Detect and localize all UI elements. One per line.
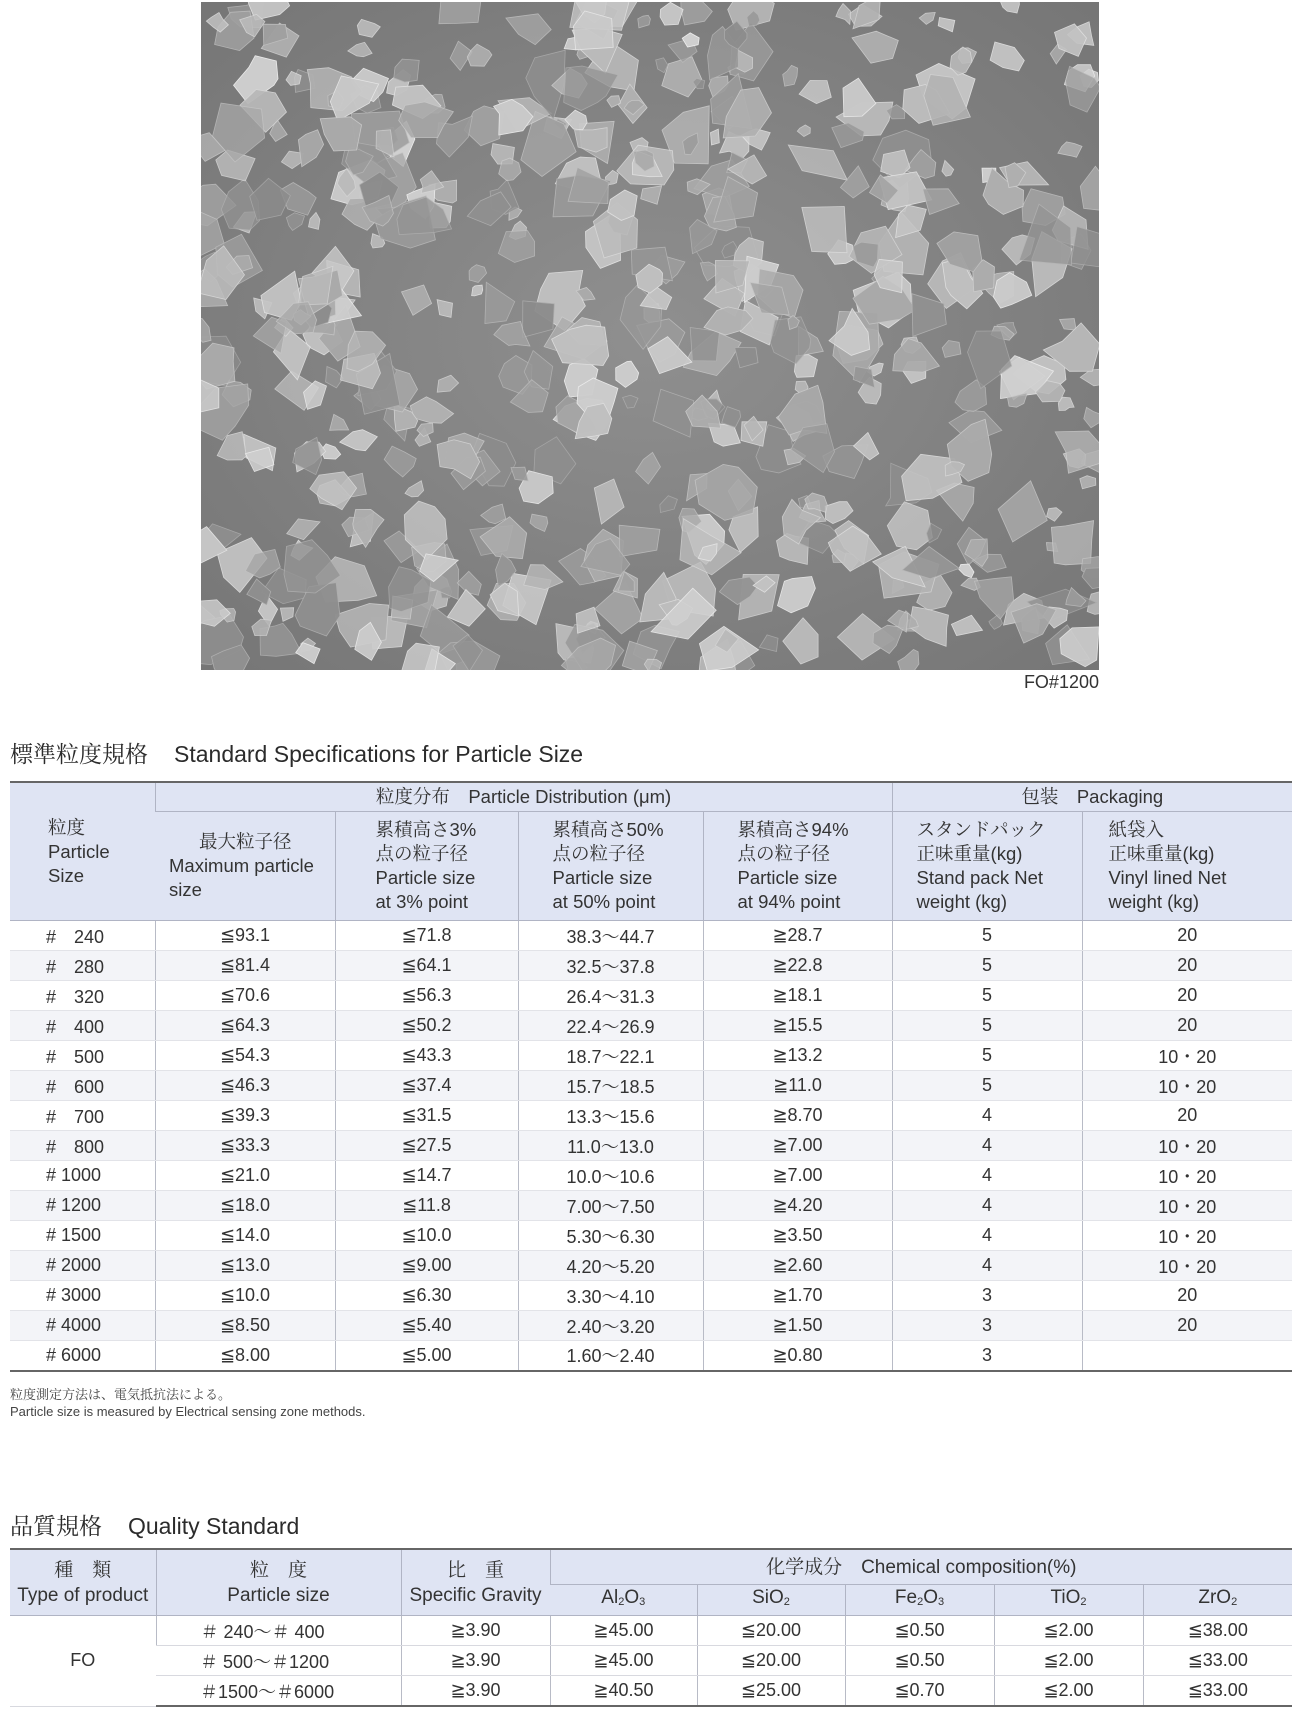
- table-cell: 10・20: [1082, 1131, 1292, 1161]
- table-cell: 38.3～44.7: [518, 921, 703, 951]
- table-cell: ≦5.00: [335, 1341, 518, 1371]
- table-cell: ≧45.00: [550, 1646, 697, 1676]
- table-cell: ≧18.1: [703, 981, 892, 1011]
- table-cell: ≦2.00: [994, 1646, 1143, 1676]
- table-cell: ≦31.5: [335, 1101, 518, 1131]
- table-cell: ≦9.00: [335, 1251, 518, 1281]
- table-cell: ≦46.3: [155, 1071, 335, 1101]
- col-group-chemical: 化学成分 Chemical composition(%): [550, 1549, 1292, 1585]
- table-cell: # 800: [10, 1131, 155, 1161]
- col-group-packaging: 包装 Packaging: [892, 782, 1292, 812]
- table-cell: 3: [892, 1311, 1082, 1341]
- product-type-cell: FO: [10, 1616, 156, 1707]
- table-cell: ≦20.00: [697, 1616, 845, 1646]
- table-row: [10, 1616, 1292, 1646]
- table-row: [10, 951, 1292, 981]
- table-cell: ≦70.6: [155, 981, 335, 1011]
- table-cell: # 500: [10, 1041, 155, 1071]
- table-cell: 10・20: [1082, 1221, 1292, 1251]
- table-cell: # 3000: [10, 1281, 155, 1311]
- table-cell: ≧15.5: [703, 1011, 892, 1041]
- table-cell: 13.3～15.6: [518, 1101, 703, 1131]
- table-cell: ≦11.8: [335, 1191, 518, 1221]
- table-cell: 10.0～10.6: [518, 1161, 703, 1191]
- table-cell: ≧3.90: [401, 1676, 550, 1707]
- table-cell: ≦10.0: [155, 1281, 335, 1311]
- table-row: [10, 1131, 1292, 1161]
- table-row: [10, 1341, 1292, 1371]
- table-cell: ≧45.00: [550, 1616, 697, 1646]
- col-quality-particle-size: 粒 度 Particle size: [156, 1549, 401, 1616]
- col-particle-size: 粒度 Particle Size: [10, 782, 155, 921]
- col-al2o3: $Al_2O_3$: [550, 1585, 697, 1616]
- table-cell: ≦0.50: [845, 1646, 994, 1676]
- col-product-type: 種 類 Type of product: [10, 1549, 156, 1616]
- table-row: [10, 1101, 1292, 1131]
- table-cell: 7.00～7.50: [518, 1191, 703, 1221]
- table-cell: # 6000: [10, 1341, 155, 1371]
- table-cell: 3.30～4.10: [518, 1281, 703, 1311]
- table-cell: 1.60～2.40: [518, 1341, 703, 1371]
- table-cell: ≧3.50: [703, 1221, 892, 1251]
- table-cell: ≦64.1: [335, 951, 518, 981]
- table-cell: ≦21.0: [155, 1161, 335, 1191]
- table-row: [10, 1281, 1292, 1311]
- table-cell: ≦64.3: [155, 1011, 335, 1041]
- table-row: [10, 1071, 1292, 1101]
- table-cell: ≦8.50: [155, 1311, 335, 1341]
- table-cell: 3: [892, 1341, 1082, 1371]
- table-cell: ≦20.00: [697, 1646, 845, 1676]
- col-sio2: SiO$_2$: [697, 1585, 845, 1616]
- table-cell: ≦43.3: [335, 1041, 518, 1071]
- particle-size-spec-table: [10, 781, 1292, 1372]
- col-50pct: 累積高さ50% 点の粒子径 Particle size at 50% point: [518, 812, 703, 921]
- table-row: [10, 921, 1292, 951]
- table-cell: ≧3.90: [401, 1646, 550, 1676]
- table-cell: 10・20: [1082, 1251, 1292, 1281]
- table-row: [10, 1041, 1292, 1071]
- table-cell: 11.0～13.0: [518, 1131, 703, 1161]
- table-cell: ≧2.60: [703, 1251, 892, 1281]
- particle-image: [201, 2, 1099, 670]
- table-cell: 5: [892, 921, 1082, 951]
- table-cell: ≦8.00: [155, 1341, 335, 1371]
- quality-section-title: [10, 1508, 299, 1541]
- spec-section-title: [10, 736, 583, 769]
- table-cell: ＃ 240～＃ 400: [156, 1616, 401, 1646]
- table-cell: 4: [892, 1251, 1082, 1281]
- col-specific-gravity: 比 重 Specific Gravity: [401, 1549, 550, 1616]
- table-cell: ≧40.50: [550, 1676, 697, 1707]
- table-cell: 22.4～26.9: [518, 1011, 703, 1041]
- table-cell: 5: [892, 1041, 1082, 1071]
- table-cell: ≦2.00: [994, 1616, 1143, 1646]
- table-row: [10, 1011, 1292, 1041]
- col-stand-pack: スタンドパック 正味重量(kg) Stand pack Net weight (kg): [892, 812, 1082, 921]
- table-cell: ≦27.5: [335, 1131, 518, 1161]
- table-cell: # 700: [10, 1101, 155, 1131]
- table-cell: 10・20: [1082, 1161, 1292, 1191]
- table-row: [10, 1161, 1292, 1191]
- table-cell: ≦33.00: [1143, 1676, 1292, 1707]
- table-cell: 3: [892, 1281, 1082, 1311]
- table-cell: ≧0.80: [703, 1341, 892, 1371]
- table-cell: ≧7.00: [703, 1161, 892, 1191]
- micrograph-caption: FO#1200: [1023, 672, 1099, 692]
- table-cell: # 2000: [10, 1251, 155, 1281]
- table-cell: ≧11.0: [703, 1071, 892, 1101]
- table-row: [10, 1646, 1292, 1676]
- table-cell: 18.7～22.1: [518, 1041, 703, 1071]
- table-cell: ＃ 500～＃1200: [156, 1646, 401, 1676]
- table-cell: ≦81.4: [155, 951, 335, 981]
- table-cell: 20: [1082, 951, 1292, 981]
- table-cell: [1082, 1341, 1292, 1371]
- table-cell: 5: [892, 951, 1082, 981]
- col-3pct: 累積高さ3% 点の粒子径 Particle size at 3% point: [335, 812, 518, 921]
- col-max-size: 最大粒子径 Maximum particle size: [155, 812, 335, 921]
- table-cell: ≦25.00: [697, 1676, 845, 1707]
- measurement-note-jp: 粒度測定方法は、電気抵抗法による。: [10, 1387, 232, 1402]
- table-cell: 20: [1082, 1311, 1292, 1341]
- table-cell: ≧1.50: [703, 1311, 892, 1341]
- table-cell: ≧22.8: [703, 951, 892, 981]
- table-cell: 10・20: [1082, 1191, 1292, 1221]
- quality-title-jp: 品質規格: [10, 1513, 102, 1539]
- table-cell: ≦6.30: [335, 1281, 518, 1311]
- table-cell: ≧13.2: [703, 1041, 892, 1071]
- sem-micrograph: [201, 2, 1099, 670]
- table-cell: 4: [892, 1161, 1082, 1191]
- col-fe2o3: $Fe_2O_3$: [845, 1585, 994, 1616]
- table-cell: # 320: [10, 981, 155, 1011]
- table-cell: 4.20～5.20: [518, 1251, 703, 1281]
- table-row: [10, 981, 1292, 1011]
- table-cell: 20: [1082, 1101, 1292, 1131]
- spec-title-en: Standard Specifications for Particle Size: [174, 741, 584, 767]
- table-cell: ≦0.50: [845, 1616, 994, 1646]
- table-cell: ≧3.90: [401, 1616, 550, 1646]
- table-cell: 5: [892, 1011, 1082, 1041]
- col-tio2: TiO$_2$: [994, 1585, 1143, 1616]
- table-cell: 5: [892, 1071, 1082, 1101]
- col-paper-bag: 紙袋入 正味重量(kg) Vinyl lined Net weight (kg): [1082, 812, 1292, 921]
- table-cell: 10・20: [1082, 1041, 1292, 1071]
- quality-title-en: Quality Standard: [128, 1513, 300, 1539]
- table-cell: 20: [1082, 1011, 1292, 1041]
- table-cell: # 1200: [10, 1191, 155, 1221]
- table-row: [10, 1221, 1292, 1251]
- quality-standard-table: [10, 1548, 1292, 1707]
- table-cell: ≦14.7: [335, 1161, 518, 1191]
- table-cell: # 600: [10, 1071, 155, 1101]
- table-cell: 5.30～6.30: [518, 1221, 703, 1251]
- table-cell: 4: [892, 1101, 1082, 1131]
- table-cell: ≦54.3: [155, 1041, 335, 1071]
- table-cell: 2.40～3.20: [518, 1311, 703, 1341]
- table-cell: ≦10.0: [335, 1221, 518, 1251]
- table-cell: 26.4～31.3: [518, 981, 703, 1011]
- table-cell: ≦5.40: [335, 1311, 518, 1341]
- table-cell: 15.7～18.5: [518, 1071, 703, 1101]
- table-cell: # 1000: [10, 1161, 155, 1191]
- spec-title-jp: 標準粒度規格: [10, 741, 148, 767]
- table-cell: 5: [892, 981, 1082, 1011]
- table-cell: 4: [892, 1221, 1082, 1251]
- table-cell: ≧7.00: [703, 1131, 892, 1161]
- table-cell: ≦33.00: [1143, 1646, 1292, 1676]
- table-cell: 20: [1082, 1281, 1292, 1311]
- col-group-distribution: 粒度分布 Particle Distribution (μm): [155, 782, 892, 812]
- table-cell: ≦50.2: [335, 1011, 518, 1041]
- table-cell: # 240: [10, 921, 155, 951]
- measurement-note-en: Particle size is measured by Electrical sensing zone methods.: [10, 1404, 366, 1419]
- table-row: [10, 1676, 1292, 1707]
- table-cell: ≦39.3: [155, 1101, 335, 1131]
- table-cell: ≦56.3: [335, 981, 518, 1011]
- table-cell: ≧4.20: [703, 1191, 892, 1221]
- table-cell: ≦33.3: [155, 1131, 335, 1161]
- table-cell: ≦38.00: [1143, 1616, 1292, 1646]
- table-cell: # 4000: [10, 1311, 155, 1341]
- table-cell: ≦37.4: [335, 1071, 518, 1101]
- table-cell: ≧8.70: [703, 1101, 892, 1131]
- table-row: [10, 1251, 1292, 1281]
- col-94pct: 累積高さ94% 点の粒子径 Particle size at 94% point: [703, 812, 892, 921]
- table-cell: ≧1.70: [703, 1281, 892, 1311]
- table-cell: ＃1500～＃6000: [156, 1676, 401, 1707]
- col-zro2: ZrO$_2$: [1143, 1585, 1292, 1616]
- table-cell: ≦93.1: [155, 921, 335, 951]
- table-cell: 4: [892, 1131, 1082, 1161]
- table-cell: ≦2.00: [994, 1676, 1143, 1707]
- table-cell: ≦13.0: [155, 1251, 335, 1281]
- table-row: [10, 1191, 1292, 1221]
- table-cell: 20: [1082, 981, 1292, 1011]
- table-cell: ≦71.8: [335, 921, 518, 951]
- table-cell: 20: [1082, 921, 1292, 951]
- table-cell: # 400: [10, 1011, 155, 1041]
- table-cell: ≦18.0: [155, 1191, 335, 1221]
- table-cell: 4: [892, 1191, 1082, 1221]
- table-row: [10, 1311, 1292, 1341]
- table-cell: # 1500: [10, 1221, 155, 1251]
- table-cell: ≦14.0: [155, 1221, 335, 1251]
- table-cell: 10・20: [1082, 1071, 1292, 1101]
- table-cell: ≦0.70: [845, 1676, 994, 1707]
- table-cell: ≧28.7: [703, 921, 892, 951]
- table-cell: # 280: [10, 951, 155, 981]
- table-cell: 32.5～37.8: [518, 951, 703, 981]
